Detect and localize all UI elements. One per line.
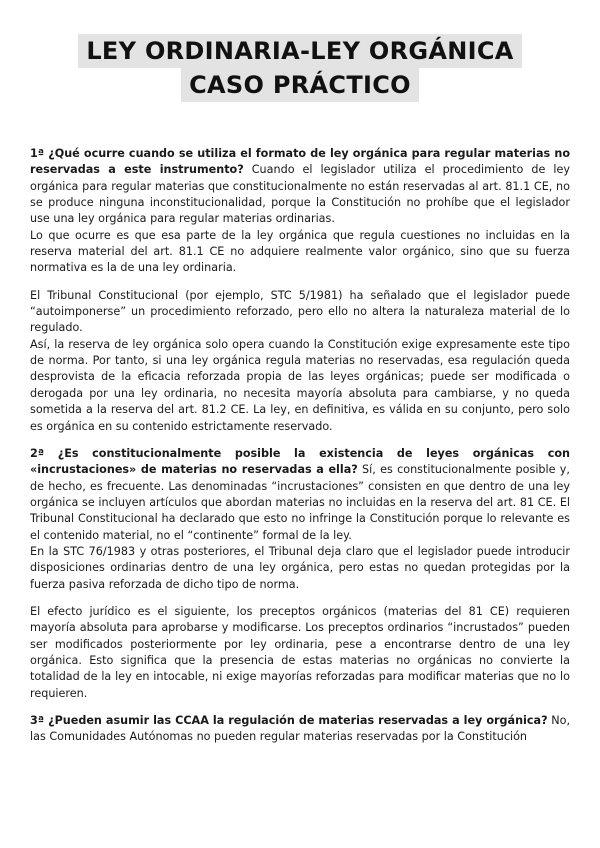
answer-2-paragraph-3: El efecto jurídico es el siguiente, los preceptos orgánicos (materias del 81 CE) requieren mayoría absoluta para aprobarse y modificarse. Los preceptos ordinarios “incrustados” pueden ser modificados posteriormente por ley ordinaria, pese a encontrarse dentro de una ley orgánica. Esto significa que la presencia de estas materias no orgánicas no convierte la totalidad de la ley en intocable, ni exige mayorías reforzadas para modificar materias que no lo requieren. [30,604,570,700]
answer-1-paragraph-2: Lo que ocurre es que esa parte de la ley orgánica que regula cuestiones no incluidas en la reserva material del art. 81.1 CE no adquiere realmente valor orgánico, sino que su fuerza normativa es la de una ley ordinaria. [30,228,570,275]
answer-2-paragraph-2: En la STC 76/1983 y otras posteriores, el Tribunal deja claro que el legislador puede introducir disposiciones ordinarias dentro de una ley orgánica, pero estas no quedan protegidas por la fuerza pasiva reforzada de dicho tipo de norma. [30,544,570,591]
answer-1-paragraph-4: Así, la reserva de ley orgánica solo opera cuando la Constitución exige expresamente este tipo de norma. Por tanto, si una ley orgánica regula materias no reservadas, esa regulación queda desprovista de la eficacia reforzada propia de las leyes orgánicas; puede ser modificada o derogada por una ley ordinaria, no necesita mayoría absoluta para cambiarse, y no queda sometida a la reserva del art. 81.2 CE. La ley, en definitiva, es válida en su conjunto, pero solo es orgánica en su contenido estrictamente reservado. [30,337,570,433]
question-1-heading: 1ª ¿Qué ocurre cuando se utiliza el formato de ley orgánica para regular materias no reservadas a este instrumento? [30,147,570,177]
question-1-paragraph [30,146,570,228]
answer-1-paragraph-3: El Tribunal Constitucional (por ejemplo, STC 5/1981) ha señalado que el legislador puede “autoimponerse” un procedimiento reforzado, pero ello no altera la naturaleza material de lo regulado. [30,288,570,335]
document-body [30,146,570,746]
document-subtitle: CASO PRÁCTICO [181,68,419,102]
answer-3-text: No, las Comunidades Autónomas no pueden regular materias reservadas por la Constitución [30,714,571,744]
title-block [30,0,570,102]
question-3-heading: 3ª ¿Pueden asumir las CCAA la regulación de materias reservadas a ley orgánica? [30,714,548,727]
answer-2-text: Sí, es constitucionalmente posible y, de hecho, es frecuente. Las denominadas “incrustaciones” consisten en que dentro de una ley orgánica se incluyen artículos que abordan materias no incluidas en la reserva del art. 81 CE. El Tribunal Constitucional ha declarado que esto no infringe la Constitución porque lo relevante es el contenido material, no el “continente” formal de la ley. [30,463,570,542]
question-2-heading: 2ª ¿Es constitucionalmente posible la existencia de leyes orgánicas con «incrustaciones» de materias no reservadas a ella? [30,446,570,477]
question-2-paragraph [30,446,570,544]
question-3-paragraph [30,713,570,746]
answer-1-text: Cuando el legislador utiliza el procedimiento de ley orgánica para regular materias que constitucionalmente no están reservadas al art. 81.1 CE, no se produce ninguna inconstitucionalidad, porque la Constitución no prohíbe que el legislador use una ley orgánica para regular materias ordinarias. [30,163,570,226]
document-title: LEY ORDINARIA-LEY ORGÁNICA [78,34,521,68]
